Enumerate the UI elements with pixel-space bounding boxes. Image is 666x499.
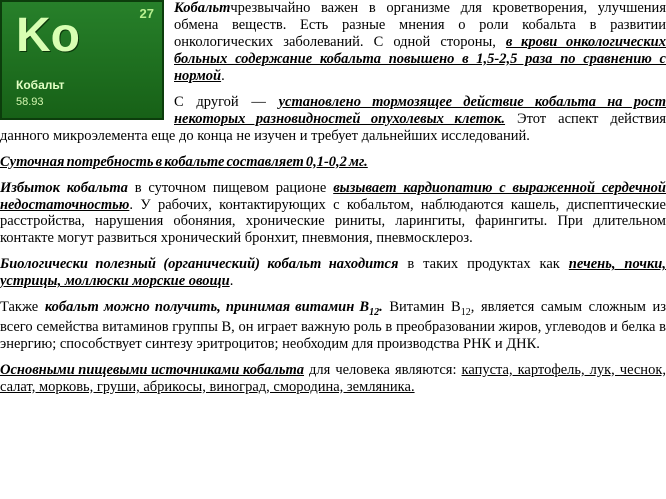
text-emphasis-organic: Биологически полезный (органический) кобальт находится — [0, 256, 399, 273]
text-body-end: , является самым сложным из всего семейства витаминов группы В, он играет важную роль в преобразовании жиров, углеводов и белка в энергию; способствует синтезу эритроцитов; необходим для производства РНК и ДНК. — [0, 299, 666, 352]
text-body-2: Витамин B — [382, 299, 461, 316]
text-emphasis-products: печень, почки, устрицы, моллюски морские овощи — [0, 256, 666, 290]
atomic-number: 27 — [139, 6, 154, 21]
text-emphasis-main-sources: Основными пищевыми источниками кобальта — [0, 361, 305, 378]
paragraph-vitamin-b12 — [0, 299, 666, 352]
text-body-end: . — [221, 67, 225, 84]
text-body: чрезвычайно важен в организме для кроветворения, улучшения обмена веществ. Есть разные мнения о роли кобальта в развитии онкологических заболеваний. С одной стороны, — [174, 0, 666, 50]
paragraph-excess — [0, 180, 666, 248]
element-card-cobalt — [0, 0, 164, 120]
paragraph-daily-need — [0, 154, 666, 171]
text-emphasis-daily-need: Суточная потребность в кобальте составляет 0,1-0,2 мг. — [0, 153, 368, 170]
text-body: в суточном пищевом рационе — [127, 179, 334, 196]
text-body-end: . — [229, 273, 234, 290]
element-symbol: Ko — [16, 9, 80, 62]
text-body: Также — [0, 299, 45, 316]
text-subscript-12: 12 — [460, 307, 471, 319]
text-body: для человека являются: — [304, 361, 462, 378]
element-name: Кобальт — [16, 78, 65, 92]
text-body-end: . У рабочих, контактирующих с кобальтом, наблюдаются кашель, диспептические расстройства, нарушения обоняния, хронические риниты, ларингиты, фарингиты. При длительном контакте могут развиться хронический бронхит, пневмония, пневмосклероз. — [0, 196, 666, 247]
text-body: в таких продуктах как — [398, 256, 569, 273]
text-emphasis-vitamin-subscript: 12 — [369, 307, 380, 319]
text-emphasis-vitamin-end: . — [379, 299, 383, 316]
text-body: С другой — — [174, 93, 279, 110]
text-lead-bold: Кобальт — [174, 0, 231, 16]
text-emphasis-tumor: установлено тормозящее действие кобальта на рост некоторых разновидностей опухолевых клеток. — [174, 93, 666, 127]
text-food-list: капуста, картофель, лук, чеснок, салат, морковь, груши, абрикосы, виноград, смородина, земляника. — [0, 361, 666, 395]
text-emphasis-vitamin: кобальт можно получить, принимая витамин B — [44, 299, 370, 316]
atomic-mass: 58.93 — [16, 96, 44, 108]
paragraph-organic-sources — [0, 256, 666, 290]
text-emphasis-excess: Избыток кобальта — [0, 179, 128, 196]
text-body-end: Этот аспект действия данного микроэлемента еще до конца не изучен и требует дальнейших исследований. — [0, 110, 666, 144]
text-emphasis-cardiopathy: вызывает кардиопатию с выраженной сердечной недостаточностью — [0, 179, 666, 213]
paragraph-main-food-sources — [0, 362, 666, 396]
text-emphasis-blood-content: в крови онкологических больных содержание кобальта повышено в 1,5-2,5 раза по сравнению с нормой — [174, 33, 666, 84]
